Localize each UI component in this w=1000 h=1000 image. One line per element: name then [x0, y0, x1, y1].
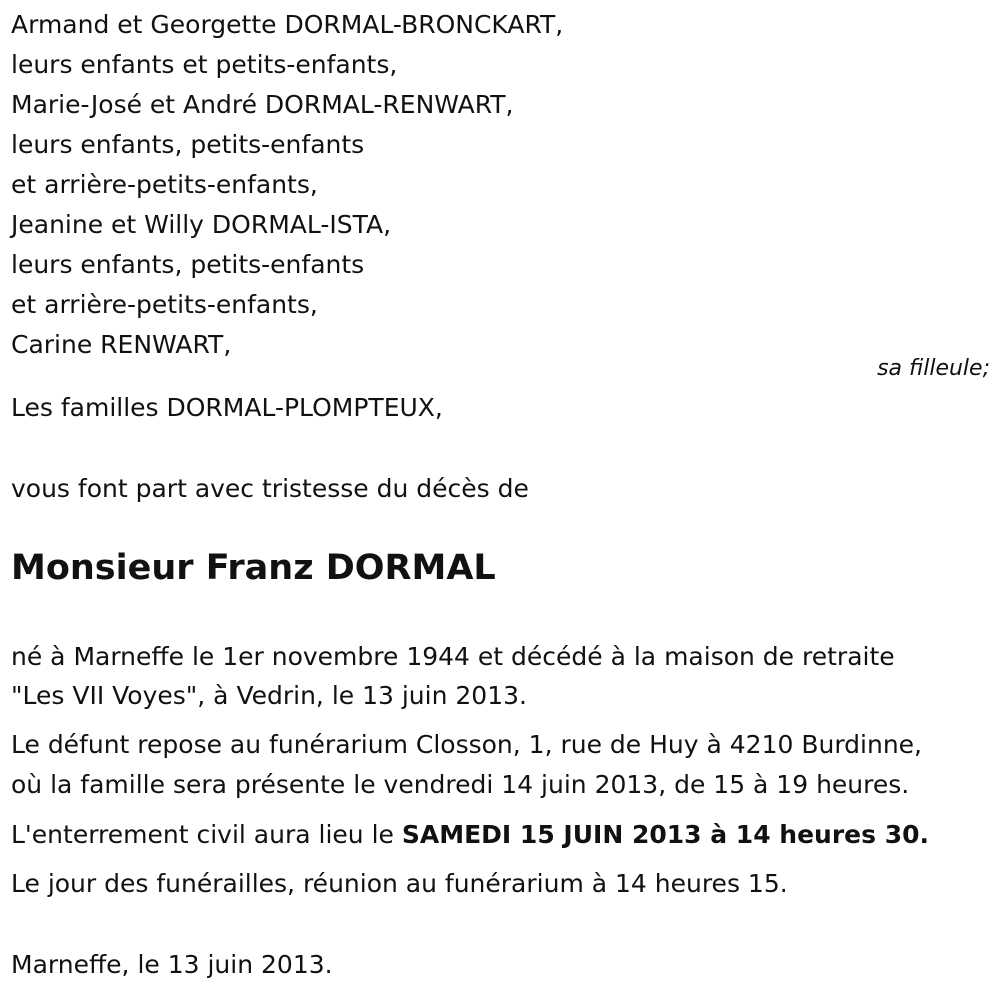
family-line-2: leurs enfants et petits-enfants, [11, 50, 398, 79]
place-date-line: Marneffe, le 13 juin 2013. [11, 950, 333, 979]
family-line-3: Marie-José et André DORMAL-RENWART, [11, 90, 514, 119]
carine-role: sa filleule; [877, 356, 990, 381]
meeting-line: Le jour des funérailles, réunion au funérarium à 14 heures 15. [11, 869, 788, 898]
birth-line-2: "Les VII Voyes", à Vedrin, le 13 juin 2013. [11, 681, 527, 710]
family-line-8: et arrière-petits-enfants, [11, 290, 318, 319]
family-line-9: Carine RENWART, [11, 330, 232, 359]
announcement-line: vous font part avec tristesse du décès de [11, 474, 529, 503]
repose-line-2: où la famille sera présente le vendredi 14 juin 2013, de 15 à 19 heures. [11, 770, 910, 799]
burial-prefix: L'enterrement civil aura lieu le [11, 820, 402, 849]
burial-date: SAMEDI 15 JUIN 2013 à 14 heures 30. [401, 820, 930, 849]
birth-line-1: né à Marneffe le 1er novembre 1944 et décédé à la maison de retraite [11, 642, 895, 671]
family-line-1: Armand et Georgette DORMAL-BRONCKART, [11, 10, 564, 39]
family-line-7: leurs enfants, petits-enfants [11, 250, 365, 279]
family-line-6: Jeanine et Willy DORMAL-ISTA, [11, 210, 392, 239]
other-families-line: Les familles DORMAL-PLOMPTEUX, [11, 393, 443, 422]
deceased-name: Monsieur Franz DORMAL [11, 548, 496, 588]
burial-line [11, 820, 929, 850]
family-line-4: leurs enfants, petits-enfants [11, 130, 365, 159]
repose-line-1: Le défunt repose au funérarium Closson, 1, rue de Huy à 4210 Burdinne, [11, 730, 922, 759]
family-line-5: et arrière-petits-enfants, [11, 170, 318, 199]
